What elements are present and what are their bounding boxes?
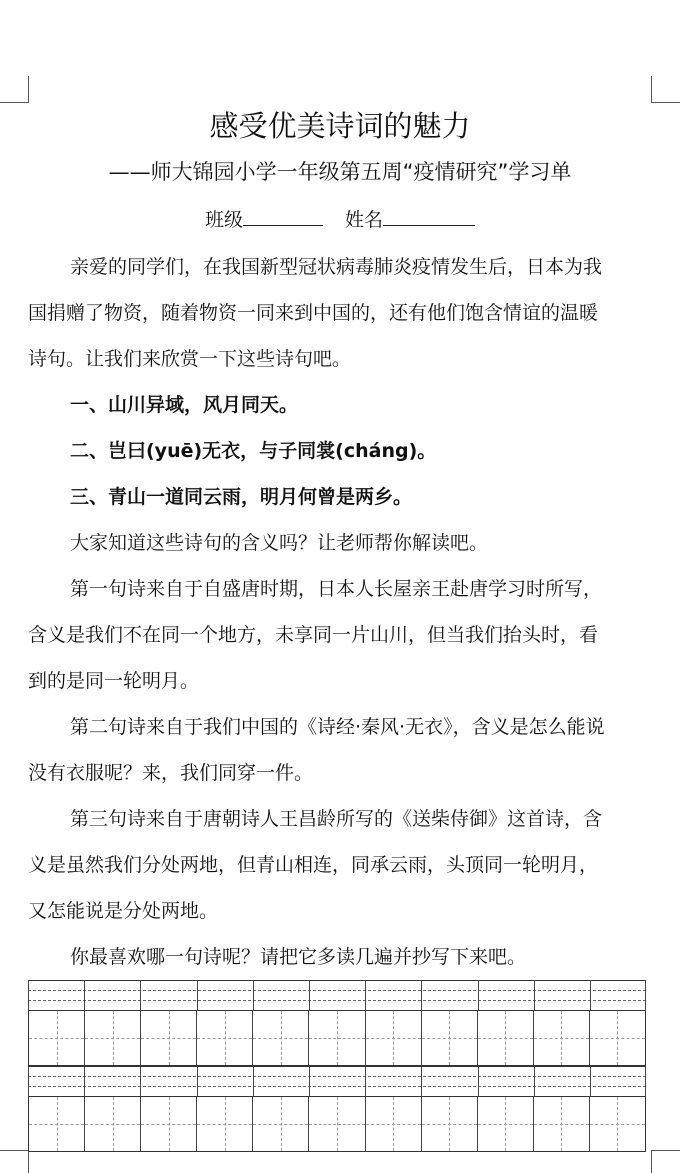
class-blank[interactable] <box>243 203 323 226</box>
writing-cell[interactable] <box>422 1097 478 1151</box>
task-paragraph <box>28 934 654 980</box>
student-info-row <box>0 200 680 240</box>
writing-cell[interactable] <box>366 1097 422 1151</box>
text-line: 含义是我们不在同一个地方，未享同一片山川，但当我们抬头时，看 <box>28 624 599 646</box>
name-blank[interactable] <box>383 203 475 226</box>
poem-line-3: 三、青山一道同云雨，明月何曾是两乡。 <box>70 486 413 508</box>
crop-mark-bottom-left <box>0 1150 29 1173</box>
writing-cell[interactable] <box>85 1097 141 1151</box>
page-subtitle: ——师大锦园小学一年级第五周“疫情研究”学习单 <box>108 160 572 184</box>
writing-cell[interactable] <box>366 1011 422 1065</box>
writing-cell[interactable] <box>309 1097 365 1151</box>
name-label: 姓名 <box>345 209 384 231</box>
writing-cell[interactable] <box>422 1011 478 1065</box>
text-line: 第二句诗来自于我们中国的《诗经·秦风·无衣》，含义是怎么能说 <box>70 716 605 738</box>
poem-line-2: 二、岂曰(yuē)无衣，与子同裳(cháng)。 <box>70 440 437 462</box>
explanation-2 <box>28 704 654 796</box>
writing-cell[interactable] <box>478 1011 534 1065</box>
crop-mark-top-left <box>0 76 29 103</box>
writing-cell[interactable] <box>534 1011 590 1065</box>
writing-cell[interactable] <box>141 1011 197 1065</box>
writing-cell[interactable] <box>590 1097 645 1151</box>
handwriting-grid[interactable] <box>28 980 646 1152</box>
writing-cell[interactable] <box>141 1097 197 1151</box>
writing-cell[interactable] <box>29 1097 85 1151</box>
class-label: 班级 <box>204 209 243 231</box>
explanation-1 <box>28 566 654 704</box>
writing-cell[interactable] <box>478 1097 534 1151</box>
crop-mark-top-right <box>651 76 680 103</box>
character-row[interactable] <box>28 1096 646 1152</box>
text-line: 第三句诗来自于唐朝诗人王昌龄所写的《送柴侍御》这首诗，含 <box>70 808 603 830</box>
pinyin-row[interactable] <box>28 1066 646 1096</box>
crop-mark-bottom-right <box>651 1150 680 1173</box>
text-line: 你最喜欢哪一句诗呢？请把它多读几遍并抄写下来吧。 <box>70 946 527 968</box>
pinyin-row[interactable] <box>28 980 646 1010</box>
text-line: 到的是同一轮明月。 <box>28 670 200 692</box>
question-paragraph <box>28 520 654 566</box>
writing-cell[interactable] <box>85 1011 141 1065</box>
writing-cell[interactable] <box>309 1011 365 1065</box>
page-title: 感受优美诗词的魅力 <box>209 109 471 143</box>
writing-cell[interactable] <box>29 1011 85 1065</box>
character-row[interactable] <box>28 1010 646 1066</box>
text-line: 诗句。让我们来欣赏一下这些诗句吧。 <box>28 348 352 370</box>
text-line: 义是虽然我们分处两地，但青山相连，同承云雨，头顶同一轮明月， <box>28 854 599 876</box>
writing-cell[interactable] <box>253 1097 309 1151</box>
writing-cell[interactable] <box>590 1011 645 1065</box>
text-line: 亲爱的同学们，在我国新型冠状病毒肺炎疫情发生后，日本为我 <box>70 256 603 278</box>
writing-cell[interactable] <box>197 1097 253 1151</box>
intro-paragraph <box>28 244 654 382</box>
explanation-3 <box>28 796 654 934</box>
text-line: 又怎能说是分处两地。 <box>28 900 219 922</box>
text-line: 没有衣服呢？来，我们同穿一件。 <box>28 762 314 784</box>
poem-list <box>28 382 654 520</box>
poem-line-1: 一、山川异域，风月同天。 <box>70 394 299 416</box>
writing-cell[interactable] <box>253 1011 309 1065</box>
text-line: 国捐赠了物资，随着物资一同来到中国的，还有他们饱含情谊的温暖 <box>28 302 599 324</box>
text-line: 大家知道这些诗句的含义吗？让老师帮你解读吧。 <box>70 532 489 554</box>
text-line: 第一句诗来自于自盛唐时期，日本人长屋亲王赴唐学习时所写， <box>70 578 603 600</box>
writing-cell[interactable] <box>534 1097 590 1151</box>
writing-cell[interactable] <box>197 1011 253 1065</box>
